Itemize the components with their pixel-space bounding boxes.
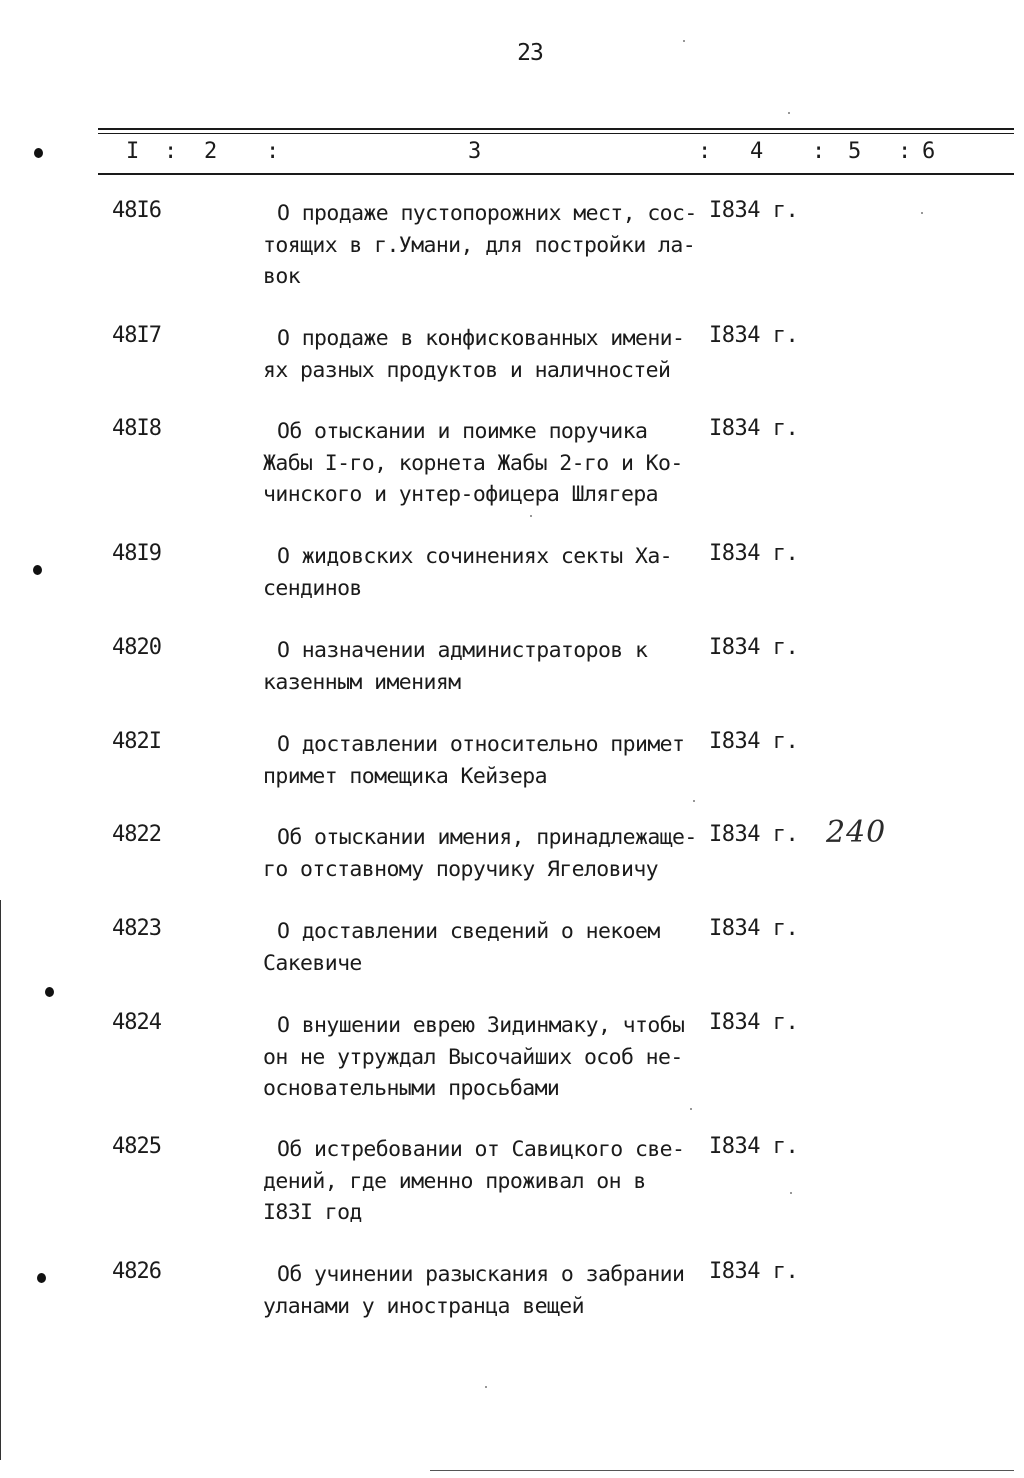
file-date: I834 г. — [709, 323, 799, 348]
header-rule-top — [98, 128, 1014, 130]
page-edge-line — [0, 900, 1, 1460]
title-line: Об отыскании и поимке поручика — [277, 419, 648, 444]
title-line: сендинов — [263, 575, 362, 601]
title-line: Об учинении разыскания о забрании — [277, 1262, 685, 1287]
file-date: I834 г. — [709, 822, 799, 847]
title-line: основательными просьбами — [263, 1076, 560, 1101]
header-rule-top-thin — [98, 133, 1014, 134]
paper-speck — [788, 112, 790, 114]
title-line: О внушении еврею Зидинмаку, чтобы — [277, 1013, 685, 1038]
header-sep: : — [266, 139, 280, 164]
header-col-5: 5 — [848, 139, 862, 164]
title-line: О доставлении относительно примет — [277, 732, 685, 757]
bottom-rule — [430, 1470, 1014, 1471]
title-line: Жабы I-го, корнета Жабы 2-го и Ко- — [263, 450, 683, 476]
title-line: О продаже в конфискованных имени- — [277, 326, 685, 351]
header-col-2: 2 — [204, 139, 218, 164]
paper-speck — [690, 1108, 692, 1110]
title-line: Сакевиче — [263, 950, 362, 976]
header-col-3: 3 — [468, 139, 482, 164]
file-number: 48I7 — [112, 323, 161, 348]
file-number: 4826 — [112, 1259, 161, 1284]
file-title — [263, 635, 708, 698]
title-line: примет помещика Кейзера — [263, 763, 547, 789]
header-sep: : — [812, 139, 826, 164]
file-title — [263, 416, 708, 511]
file-number: 4825 — [112, 1134, 161, 1159]
file-date: I834 г. — [709, 541, 799, 566]
header-sep: : — [698, 139, 712, 164]
title-line: казенным имениям — [263, 669, 461, 695]
title-line: О доставлении сведений о некоем — [277, 919, 660, 944]
file-number: 4820 — [112, 635, 161, 660]
file-number: 4823 — [112, 916, 161, 941]
handwritten-sheet-number: 240 — [826, 815, 887, 850]
file-date: I834 г. — [709, 198, 799, 223]
file-number: 48I9 — [112, 541, 161, 566]
file-number: 48I6 — [112, 198, 161, 223]
file-title — [263, 916, 708, 979]
file-number: 4822 — [112, 822, 161, 847]
header-col-6: 6 — [922, 139, 936, 164]
header-sep: : — [898, 139, 912, 164]
title-line: тоящих в г.Умани, для постройки ла- — [263, 232, 696, 258]
binding-hole — [45, 987, 54, 997]
title-line: вок — [263, 264, 301, 289]
title-line: О назначении администраторов к — [277, 638, 648, 663]
paper-speck — [485, 1386, 487, 1388]
file-title — [263, 541, 708, 604]
title-line: О жидовских сочинениях секты Ха- — [277, 544, 673, 569]
binding-hole — [37, 1273, 46, 1283]
binding-hole — [34, 148, 43, 158]
file-title — [263, 1259, 708, 1322]
header-col-4: 4 — [750, 139, 764, 164]
title-line: чинского и унтер-офицера Шлягера — [263, 482, 659, 507]
file-date: I834 г. — [709, 916, 799, 941]
file-title — [263, 1134, 708, 1229]
title-line: го отставному поручику Ягеловичу — [263, 856, 659, 882]
file-date: I834 г. — [709, 1134, 799, 1159]
file-date: I834 г. — [709, 416, 799, 441]
file-number: 48I8 — [112, 416, 161, 441]
file-title — [263, 822, 708, 885]
header-col-1: I — [126, 139, 140, 164]
header-sep: : — [164, 139, 178, 164]
file-title — [263, 323, 708, 386]
title-line: О продаже пустопорожних мест, сос- — [277, 201, 697, 226]
title-line: дений, где именно проживал он в — [263, 1168, 646, 1194]
page-number: 23 — [517, 40, 543, 66]
paper-speck — [530, 515, 532, 517]
file-title — [263, 198, 708, 293]
title-line: он не утруждал Высочайших особ не- — [263, 1044, 683, 1070]
paper-speck — [693, 800, 695, 802]
file-date: I834 г. — [709, 1010, 799, 1035]
title-line: Об истребовании от Савицкого све- — [277, 1137, 685, 1162]
file-title — [263, 729, 708, 792]
file-date: I834 г. — [709, 1259, 799, 1284]
paper-speck — [683, 40, 685, 42]
title-line: уланами у иностранца вещей — [263, 1293, 584, 1319]
file-date: I834 г. — [709, 729, 799, 754]
title-line: ях разных продуктов и наличностей — [263, 357, 671, 383]
table-header — [98, 136, 1014, 170]
header-rule-bottom — [98, 173, 1014, 175]
file-number: 4824 — [112, 1010, 161, 1035]
file-number: 482I — [112, 729, 161, 754]
binding-hole — [33, 565, 42, 575]
file-title — [263, 1010, 708, 1105]
title-line: Об отыскании имения, принадлежаще- — [277, 825, 697, 850]
title-line: I83I год — [263, 1200, 362, 1225]
file-date: I834 г. — [709, 635, 799, 660]
paper-speck — [790, 1192, 792, 1194]
paper-speck — [921, 212, 923, 214]
